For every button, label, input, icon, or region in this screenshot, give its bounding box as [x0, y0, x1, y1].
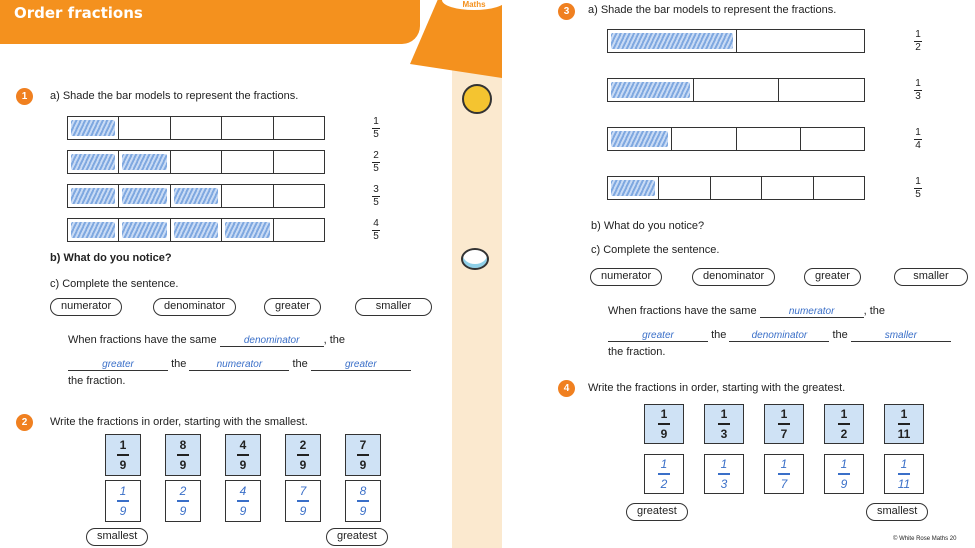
q4-prompt: Write the fractions in order, starting with the greatest.	[588, 382, 846, 394]
denominator: 9	[239, 503, 247, 518]
fraction-label	[912, 30, 924, 53]
denominator: 5	[915, 189, 921, 200]
bar-cell[interactable]	[608, 30, 737, 52]
q1-answer-2[interactable]: greater	[68, 359, 168, 371]
fraction-bar-line	[297, 500, 309, 502]
bar-model	[607, 176, 865, 200]
bar-cell[interactable]	[119, 185, 170, 207]
answer-card[interactable]	[644, 454, 684, 494]
q3-word-numerator[interactable]: numerator	[590, 268, 662, 286]
bar-cell[interactable]	[608, 177, 659, 199]
q3-b-prompt: b) What do you notice?	[591, 220, 705, 232]
bar-model	[67, 150, 325, 174]
fraction-bar-line	[838, 423, 850, 425]
bar-cell[interactable]	[814, 177, 864, 199]
denominator: 9	[840, 476, 848, 491]
fraction-label	[370, 219, 382, 242]
maths-logo: Maths	[440, 0, 508, 12]
denominator: 5	[373, 129, 379, 140]
fraction-bar-line	[237, 500, 249, 502]
copyright-footer: © White Rose Maths 20	[893, 536, 957, 542]
q1-sentence-text-3: the	[171, 358, 187, 370]
answer-card[interactable]	[225, 480, 261, 522]
bar-cell[interactable]	[274, 185, 324, 207]
denominator: 5	[373, 197, 379, 208]
bar-cell[interactable]	[171, 117, 222, 139]
q1-c-prompt: c) Complete the sentence.	[50, 278, 179, 290]
q3-c-prompt: c) Complete the sentence.	[591, 244, 720, 256]
answer-card[interactable]	[824, 454, 864, 494]
bar-cell[interactable]	[274, 219, 324, 241]
denominator: 3	[915, 91, 921, 102]
speech-bubble-icon	[461, 248, 489, 270]
q1-a-prompt: a) Shade the bar models to represent the fractions.	[50, 90, 299, 102]
fraction-card	[704, 404, 744, 444]
fraction-bar-line	[177, 500, 189, 502]
bar-cell[interactable]	[274, 117, 324, 139]
fraction-card	[285, 434, 321, 476]
word-numerator[interactable]: numerator	[50, 298, 122, 316]
numerator: 4	[239, 484, 247, 499]
q3-answer-1[interactable]: numerator	[760, 306, 864, 318]
numerator: 1	[840, 407, 848, 422]
fraction-bar-line	[898, 423, 910, 425]
bar-cell[interactable]	[68, 117, 119, 139]
q4-smallest-label: smallest	[866, 503, 928, 521]
denominator: 2	[915, 42, 921, 53]
numerator: 2	[373, 150, 379, 161]
bar-model	[607, 78, 865, 102]
fraction-label	[370, 185, 382, 208]
numerator: 1	[900, 457, 908, 472]
numerator: 2	[299, 438, 307, 453]
fraction-bar-line	[117, 500, 129, 502]
fraction-bar-line	[718, 423, 730, 425]
answer-card[interactable]	[165, 480, 201, 522]
question-3-number: 3	[558, 3, 575, 20]
fraction-label	[370, 151, 382, 174]
page-title: Order fractions	[14, 4, 143, 22]
numerator: 1	[119, 438, 127, 453]
q2-smallest-label: smallest	[86, 528, 148, 546]
fraction-bar-line	[778, 473, 790, 475]
denominator: 9	[660, 426, 668, 441]
numerator: 1	[780, 457, 788, 472]
bar-model	[67, 184, 325, 208]
q2-prompt: Write the fractions in order, starting with the smallest.	[50, 416, 308, 428]
numerator: 4	[239, 438, 247, 453]
bar-cell[interactable]	[68, 185, 119, 207]
numerator: 1	[915, 127, 921, 138]
bar-cell[interactable]	[222, 151, 273, 173]
denominator: 2	[660, 476, 668, 491]
q1-sentence-text-4: the	[292, 358, 308, 370]
fraction-bar-line	[117, 454, 129, 456]
q3-a-prompt: a) Shade the bar models to represent the fractions.	[588, 4, 837, 16]
q1-sentence-end: the fraction.	[68, 375, 126, 387]
fraction-card	[225, 434, 261, 476]
numerator: 2	[179, 484, 187, 499]
question-4-number: 4	[558, 380, 575, 397]
q1-sentence-text-2: , the	[323, 334, 346, 346]
answer-card[interactable]	[704, 454, 744, 494]
bar-cell[interactable]	[171, 151, 222, 173]
bar-cell[interactable]	[737, 30, 865, 52]
q1-sentence-text-1: When fractions have the same	[68, 334, 217, 346]
bar-cell[interactable]	[119, 151, 170, 173]
bar-cell[interactable]	[694, 79, 780, 101]
denominator: 9	[179, 503, 187, 518]
denominator: 9	[359, 503, 367, 518]
fraction-bar-line	[658, 473, 670, 475]
fraction-bar-line	[297, 454, 309, 456]
word-greater[interactable]: greater	[264, 298, 321, 316]
fraction-card	[884, 404, 924, 444]
fraction-label	[370, 117, 382, 140]
bar-cell[interactable]	[672, 128, 736, 150]
numerator: 1	[915, 29, 921, 40]
denominator: 9	[179, 457, 187, 472]
denominator: 11	[897, 476, 911, 491]
fraction-bar-line	[898, 473, 910, 475]
numerator: 1	[780, 407, 788, 422]
bar-model	[607, 29, 865, 53]
numerator: 1	[373, 116, 379, 127]
denominator: 2	[840, 426, 848, 441]
bar-cell[interactable]	[222, 117, 273, 139]
bar-cell[interactable]	[608, 128, 672, 150]
bar-cell[interactable]	[171, 185, 222, 207]
page-divider	[502, 0, 550, 548]
denominator: 3	[720, 476, 728, 491]
q3-answer-2[interactable]: greater	[608, 330, 708, 342]
answer-card[interactable]	[285, 480, 321, 522]
q1-sentence-line-2	[68, 358, 411, 371]
word-smaller[interactable]: smaller	[355, 298, 432, 316]
q2-greatest-label: greatest	[326, 528, 388, 546]
numerator: 8	[359, 484, 367, 499]
denominator: 9	[299, 457, 307, 472]
bar-model	[607, 127, 865, 151]
numerator: 7	[359, 438, 367, 453]
fraction-card	[764, 404, 804, 444]
fraction-card	[644, 404, 684, 444]
q3-word-denominator[interactable]: denominator	[692, 268, 775, 286]
q3-answer-4[interactable]: smaller	[851, 330, 951, 342]
pencil-icon	[462, 84, 492, 114]
bar-cell[interactable]	[171, 219, 222, 241]
bar-model	[67, 116, 325, 140]
bar-cell[interactable]	[222, 185, 273, 207]
bar-cell[interactable]	[222, 219, 273, 241]
corner-decoration	[410, 0, 502, 78]
bar-model	[67, 218, 325, 242]
numerator: 1	[119, 484, 127, 499]
bar-cell[interactable]	[68, 219, 119, 241]
numerator: 4	[373, 218, 379, 229]
numerator: 3	[373, 184, 379, 195]
denominator: 5	[373, 231, 379, 242]
q1-answer-4[interactable]: greater	[311, 359, 411, 371]
fraction-card	[345, 434, 381, 476]
fraction-bar-line	[658, 423, 670, 425]
answer-card[interactable]	[764, 454, 804, 494]
fraction-bar-line	[838, 473, 850, 475]
q3-sentence-text-4: the	[832, 329, 848, 341]
q3-sentence-text-2: , the	[863, 305, 886, 317]
bar-cell[interactable]	[779, 79, 864, 101]
q3-word-smaller[interactable]: smaller	[894, 268, 968, 286]
numerator: 1	[900, 407, 908, 422]
answer-card[interactable]	[105, 480, 141, 522]
fraction-card	[105, 434, 141, 476]
numerator: 1	[720, 407, 728, 422]
q3-sentence-line-2	[608, 329, 951, 342]
denominator: 5	[373, 163, 379, 174]
bar-cell[interactable]	[274, 151, 324, 173]
q4-greatest-label: greatest	[626, 503, 688, 521]
denominator: 3	[720, 426, 728, 441]
answer-card[interactable]	[345, 480, 381, 522]
numerator: 1	[720, 457, 728, 472]
q3-sentence-text-3: the	[711, 329, 727, 341]
fraction-bar-line	[718, 473, 730, 475]
denominator: 7	[780, 476, 788, 491]
q1-sentence-line-1	[68, 334, 345, 347]
denominator: 9	[299, 503, 307, 518]
fraction-bar-line	[357, 500, 369, 502]
denominator: 7	[780, 426, 788, 441]
fraction-bar-line	[357, 454, 369, 456]
fraction-bar-line	[177, 454, 189, 456]
denominator: 9	[359, 457, 367, 472]
numerator: 1	[660, 457, 668, 472]
denominator: 11	[897, 426, 911, 441]
fraction-label	[912, 128, 924, 151]
denominator: 4	[915, 140, 921, 151]
fraction-card	[824, 404, 864, 444]
denominator: 9	[119, 503, 127, 518]
bar-cell[interactable]	[711, 177, 762, 199]
bar-cell[interactable]	[119, 219, 170, 241]
fraction-label	[912, 79, 924, 102]
word-denominator[interactable]: denominator	[153, 298, 236, 316]
numerator: 7	[299, 484, 307, 499]
question-2-number: 2	[16, 414, 33, 431]
numerator: 8	[179, 438, 187, 453]
denominator: 9	[119, 457, 127, 472]
q1-b-prompt: b) What do you notice?	[50, 252, 172, 264]
bar-cell[interactable]	[119, 117, 170, 139]
q3-word-greater[interactable]: greater	[804, 268, 861, 286]
numerator: 1	[660, 407, 668, 422]
fraction-bar-line	[778, 423, 790, 425]
fraction-bar-line	[237, 454, 249, 456]
numerator: 1	[915, 176, 921, 187]
question-1-number: 1	[16, 88, 33, 105]
fraction-label	[912, 177, 924, 200]
bar-cell[interactable]	[68, 151, 119, 173]
q3-sentence-text-1: When fractions have the same	[608, 305, 757, 317]
q1-answer-3[interactable]: numerator	[189, 359, 289, 371]
bar-cell[interactable]	[608, 79, 694, 101]
fraction-card	[165, 434, 201, 476]
bar-cell[interactable]	[659, 177, 710, 199]
answer-card[interactable]	[884, 454, 924, 494]
q3-sentence-line-1	[608, 305, 885, 318]
side-stripe	[452, 0, 502, 548]
q3-sentence-end: the fraction.	[608, 346, 666, 358]
q1-answer-1[interactable]: denominator	[220, 335, 324, 347]
bar-cell[interactable]	[762, 177, 813, 199]
bar-cell[interactable]	[801, 128, 864, 150]
numerator: 1	[840, 457, 848, 472]
q3-answer-3[interactable]: denominator	[729, 330, 829, 342]
denominator: 9	[239, 457, 247, 472]
bar-cell[interactable]	[737, 128, 801, 150]
numerator: 1	[915, 78, 921, 89]
